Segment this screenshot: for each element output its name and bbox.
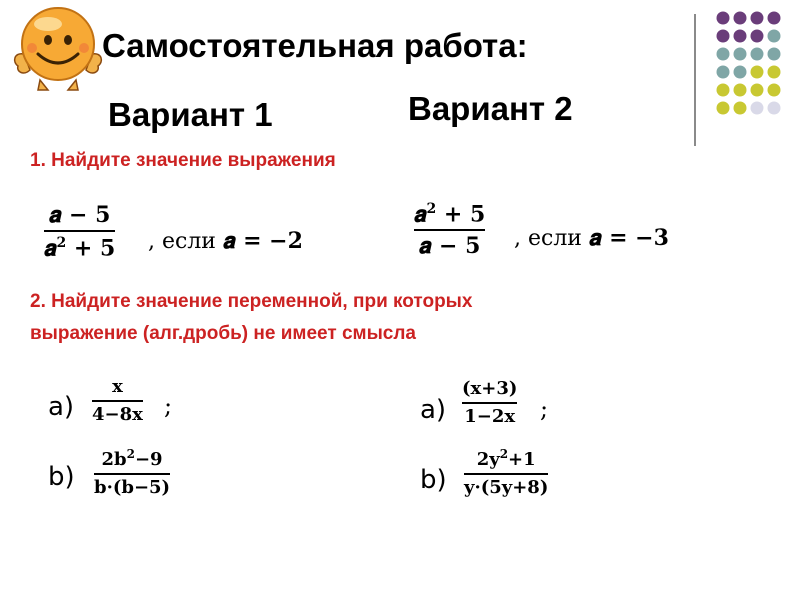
task2-v1-a-fraction bbox=[92, 378, 143, 424]
task1-v2-numerator: 𝒂$^2$ + 5 bbox=[414, 201, 486, 228]
fraction-bar bbox=[464, 473, 548, 475]
task2-v1-b-denominator: b·(b−5) bbox=[94, 477, 171, 498]
divider-line bbox=[694, 14, 696, 146]
task2-v1-a-label: a) bbox=[48, 392, 75, 422]
fraction-bar bbox=[94, 473, 170, 475]
fraction-bar bbox=[44, 230, 115, 232]
decor-dot bbox=[734, 12, 747, 25]
decor-dot bbox=[751, 30, 764, 43]
decor-dot bbox=[751, 66, 764, 79]
task-2-heading-line1: 2. Найдите значение переменной, при которых bbox=[30, 291, 473, 312]
task1-v1-fraction bbox=[44, 202, 116, 262]
decor-dot bbox=[734, 66, 747, 79]
task2-v1-separator: ; bbox=[164, 392, 173, 420]
decor-dot bbox=[734, 48, 747, 61]
task2-v2-a-numerator: (x+3) bbox=[462, 378, 518, 399]
decor-dot bbox=[717, 66, 730, 79]
smiley-face-icon bbox=[10, 2, 106, 94]
task1-v1-numerator: 𝒂 − 5 bbox=[48, 202, 111, 228]
decor-dot bbox=[717, 102, 730, 115]
decor-dot bbox=[768, 12, 781, 25]
task2-v1-a-denominator: 4−8x bbox=[92, 404, 143, 425]
fraction-bar bbox=[462, 402, 517, 404]
decor-dot bbox=[717, 84, 730, 97]
decor-dot bbox=[768, 48, 781, 61]
decor-dot bbox=[734, 102, 747, 115]
decor-dot bbox=[717, 12, 730, 25]
decor-dot bbox=[751, 12, 764, 25]
task2-v2-a-label: a) bbox=[420, 395, 447, 425]
fraction-bar bbox=[92, 400, 143, 402]
dots-decoration-icon bbox=[715, 10, 785, 120]
variant-1-heading: Вариант 1 bbox=[108, 96, 273, 133]
decor-dot bbox=[734, 30, 747, 43]
task2-v2-b-denominator: y·(5y+8) bbox=[464, 477, 549, 498]
task2-v1-b-numerator: $2b^2-9$ bbox=[101, 447, 163, 470]
task1-v2-condition: , если 𝒂 = −3 bbox=[514, 225, 669, 251]
decor-dot bbox=[734, 84, 747, 97]
page-title: Самостоятельная работа: bbox=[102, 27, 528, 64]
task-2-heading-line2: выражение (алг.дробь) не имеет смысла bbox=[30, 323, 416, 344]
decor-dot bbox=[751, 102, 764, 115]
decor-dot bbox=[751, 84, 764, 97]
task2-v2-separator: ; bbox=[540, 395, 549, 423]
task2-v2-b-label: b) bbox=[420, 465, 447, 495]
task1-v2-fraction bbox=[414, 201, 486, 260]
decor-dot bbox=[717, 48, 730, 61]
task2-v2-b-fraction bbox=[464, 448, 548, 497]
task2-v2-b-numerator: $2y^2+1$ bbox=[476, 447, 536, 470]
fraction-bar bbox=[414, 229, 485, 231]
decor-dot bbox=[768, 66, 781, 79]
task2-v2-a-denominator: 1−2x bbox=[464, 406, 516, 427]
task1-v1-denominator: 𝒂$^2$ + 5 bbox=[44, 235, 116, 262]
decor-dot bbox=[768, 102, 781, 115]
task2-v2-a-fraction bbox=[462, 380, 517, 426]
task-1-heading: 1. Найдите значение выражения bbox=[30, 150, 336, 171]
decor-dot bbox=[751, 48, 764, 61]
task1-v1-condition: , если 𝒂 = −2 bbox=[148, 228, 303, 254]
task1-v2-denominator: 𝒂 − 5 bbox=[418, 233, 481, 260]
task2-v1-b-fraction bbox=[94, 448, 170, 497]
task2-v1-a-numerator: x bbox=[112, 376, 123, 397]
decor-dot bbox=[768, 30, 781, 43]
task2-v1-b-label: b) bbox=[48, 462, 75, 492]
variant-2-heading: Вариант 2 bbox=[408, 90, 573, 127]
decor-dot bbox=[717, 30, 730, 43]
decor-dot bbox=[768, 84, 781, 97]
